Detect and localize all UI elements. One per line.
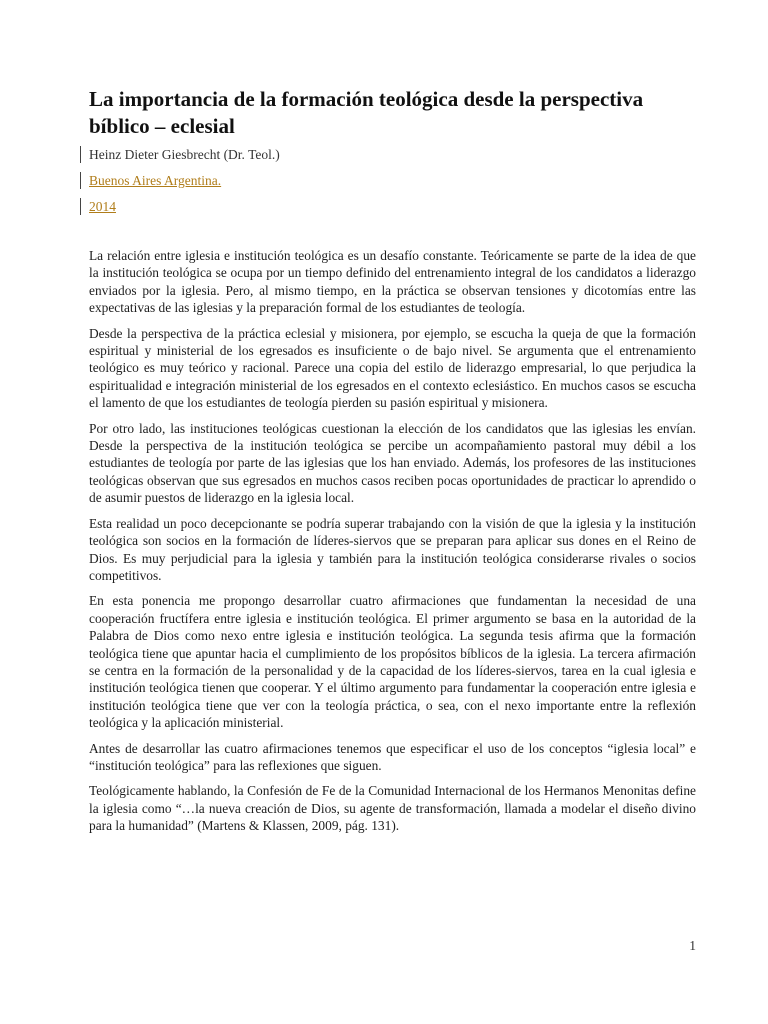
document-body bbox=[89, 247, 696, 843]
paragraph: Esta realidad un poco decepcionante se podría superar trabajando con la visión de que la iglesia y la institución teológica son socios en la formación de líderes-siervos que se preparan para aplicar sus dones en el Reino de Dios. Es muy perjudicial para la iglesia y también para la institución teológica considerarse rivales o socios competitivos. bbox=[89, 515, 696, 583]
year-link[interactable]: 2014 bbox=[89, 199, 116, 214]
paragraph: Antes de desarrollar las cuatro afirmaciones tenemos que especificar el uso de los conceptos “iglesia local” e “institución teológica” para las reflexiones que siguen. bbox=[89, 740, 696, 773]
place-link[interactable]: Buenos Aires Argentina. bbox=[89, 173, 222, 188]
author-name: Heinz Dieter Giesbrecht (Dr. Teol.) bbox=[89, 147, 280, 162]
paragraph: En esta ponencia me propongo desarrollar cuatro afirmaciones que fundamentan la necesidad de una cooperación fructífera entre iglesia e institución teológica. El primer argumento se basa en la autoridad de la Palabra de Dios como nexo entre iglesia e institución teológica. La segunda tesis afirma que la formación teológica tiene que apuntar hacia el cumplimiento de los propósitos bíblicos de la iglesia. La tercera afirmación se centra en la formación de la personalidad y de la capacidad de los líderes-siervos, tarea en la cual iglesia e institución teológica tienen que cooperar. Y el último argumento para fundamentar la cooperación entre iglesia e institución teológica tiene que ver con la teología práctica, o sea, con el nexo importante entre la reflexión teológica y la aplicación ministerial. bbox=[89, 593, 696, 731]
place-line bbox=[80, 172, 680, 190]
text-cursor-bar bbox=[80, 146, 81, 163]
paragraph: La relación entre iglesia e institución teológica es un desafío constante. Teóricamente se parte de la idea de que la institución teológica se ocupa por un tiempo definido del entrenamiento integral de los candidatos a liderazgo enviados por la iglesia. Pero, al mismo tiempo, en la práctica se observan tensiones y dicotomías entre las expectativas de las iglesias y la preparación formal de los estudiantes de teología. bbox=[89, 248, 696, 316]
paragraph: Por otro lado, las instituciones teológicas cuestionan la elección de los candidatos que las iglesias les envían. Desde la perspectiva de la institución teológica se percibe un acompañamiento pastoral muy débil a los estudiantes de teología por parte de las iglesias que los han enviado. Además, los profesores de las instituciones teológicas observan que sus egresados en muchos casos reciben pocas oportunidades de practicar lo aprendido o de asumir puestos de liderazgo en la iglesia local. bbox=[89, 420, 696, 506]
year-line bbox=[80, 198, 680, 216]
page-number: 1 bbox=[689, 938, 696, 953]
text-cursor-bar bbox=[80, 172, 81, 189]
paragraph: Desde la perspectiva de la práctica eclesial y misionera, por ejemplo, se escucha la queja de que la formación espiritual y ministerial de los egresados es insuficiente o de bajo nivel. Se argumenta que el entrenamiento teológico es muy teórico y racional. Parece una copia del estilo de liderazgo empresarial, lo que perjudica la espiritualidad e integración ministerial de los egresados en el contexto eclesiástico. En muchos casos se escucha el lamento de que los estudiantes de teología pierden su pasión espiritual y misionera. bbox=[89, 325, 696, 411]
text-cursor-bar bbox=[80, 198, 81, 215]
document-title: La importancia de la formación teológica desde la perspectiva bíblico – eclesial bbox=[89, 87, 644, 138]
paragraph: Teológicamente hablando, la Confesión de Fe de la Comunidad Internacional de los Hermanos Menonitas define la iglesia como “…la nueva creación de Dios, su agente de transformación, llamada a modelar el diseño divino para la humanidad” (Martens & Klassen, 2009, pág. 131). bbox=[89, 783, 696, 834]
author-line bbox=[80, 146, 680, 164]
